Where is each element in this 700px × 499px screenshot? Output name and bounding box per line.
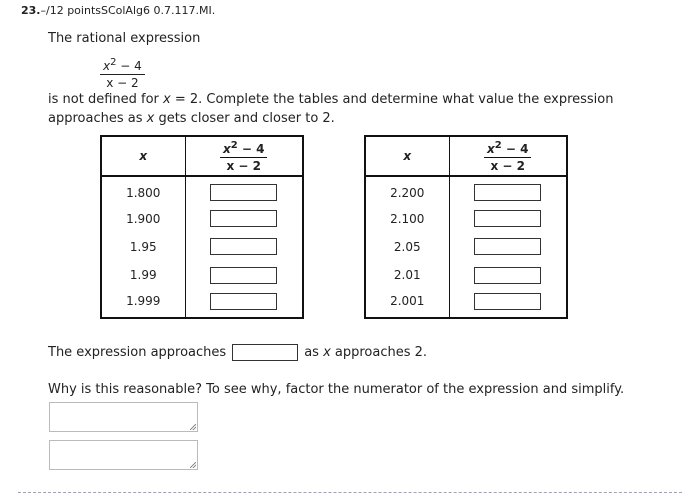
rational-expression [100,56,145,90]
x-value: 1.999 [126,294,161,309]
table-row [365,233,567,261]
question-number: 23. [21,4,41,17]
answer-input[interactable] [474,184,541,201]
resize-handle-icon[interactable] [190,424,196,430]
answer-input[interactable] [210,238,277,255]
table-row [365,176,567,204]
col-header-expression: $\frac{x^2 - 4}{x - 2}$ [185,136,303,176]
table-right [364,135,568,319]
intro-text: The rational expression [48,31,201,46]
simplify-textarea[interactable] [49,440,198,470]
table-row [101,290,303,318]
question-meta: –/12 pointsSColAlg6 0.7.117.MI. [40,4,216,17]
table-row [365,204,567,232]
table-row [101,204,303,232]
x-value: 2.01 [393,268,421,283]
table-row [365,261,567,289]
table-row [101,233,303,261]
table-row [101,261,303,289]
answer-input[interactable] [210,184,277,201]
x-value: 1.99 [129,268,157,283]
answer-input[interactable] [474,238,541,255]
limit-answer-input[interactable] [232,344,298,361]
why-question: Why is this reasonable? To see why, factor the numerator of the expression and simplify. [48,382,625,397]
x-value: 1.95 [129,239,157,254]
answer-input[interactable] [474,210,541,227]
x-value: 2.05 [393,239,421,254]
col-header-x: x [101,136,185,176]
table-left [100,135,304,319]
answer-input[interactable] [210,267,277,284]
x-value: 1.900 [126,211,161,226]
x-value: 1.800 [126,185,161,200]
divider [18,492,682,493]
factor-textarea[interactable] [49,402,198,432]
table-row [101,176,303,204]
question-header [21,4,215,17]
approach-text-after: as x approaches 2. [304,345,428,360]
expression-denominator: x − 2 [106,76,139,90]
answer-input[interactable] [210,210,277,227]
col-header-x: x [365,136,449,176]
x-value: 2.001 [390,294,425,309]
resize-handle-icon[interactable] [190,462,196,468]
problem-description: is not defined for x = 2. Complete the tables and determine what value the expression approaches as x gets closer and closer to 2. [48,92,614,126]
x-value: 2.200 [390,185,425,200]
answer-input[interactable] [474,293,541,310]
approach-text-before: The expression approaches [48,345,227,360]
answer-input[interactable] [474,267,541,284]
answer-input[interactable] [210,293,277,310]
expression-numerator: $x^2 - 4$ [100,56,145,75]
col-header-expression: $\frac{x^2 - 4}{x - 2}$ [449,136,567,176]
table-row [365,290,567,318]
approach-sentence [48,344,427,361]
x-value: 2.100 [390,211,425,226]
